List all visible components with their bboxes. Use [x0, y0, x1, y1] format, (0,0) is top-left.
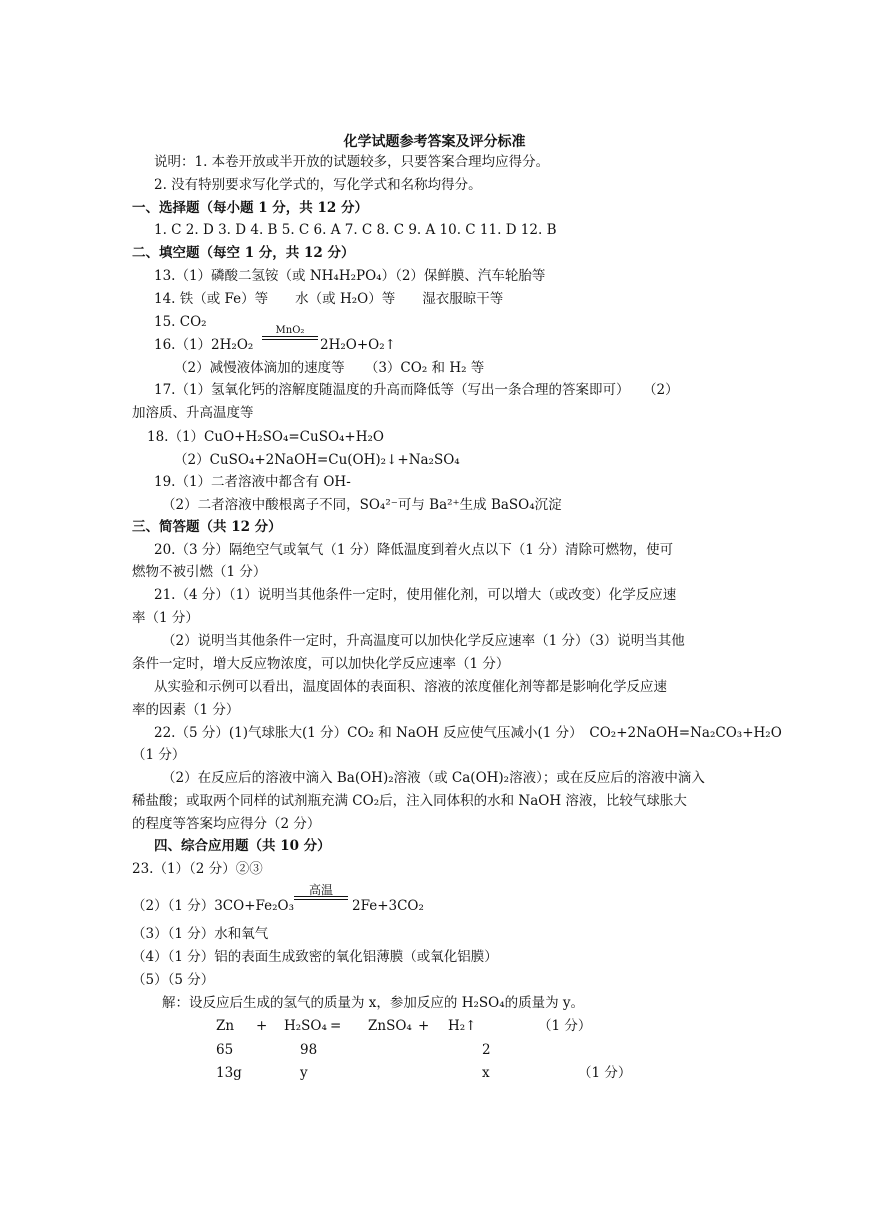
mass-h2: 2: [482, 1042, 491, 1058]
mass-h2so4: 98: [300, 1042, 318, 1058]
equation-znso4: ZnSO₄: [368, 1018, 412, 1034]
answer-16-1-right: 2H₂O+O₂↑: [320, 337, 396, 353]
given-x: x: [482, 1065, 490, 1081]
answer-22-line4: 稀盐酸；或取两个同样的试剂瓶充满 CO₂后，注入同体积的水和 NaOH 溶液，比较气球胀大: [132, 793, 687, 809]
answer-16-1-left: 16.（1）2H₂O₂: [154, 337, 254, 353]
answer-21-line4: 条件一定时，增大反应物浓度，可以加快化学反应速率（1 分）: [132, 656, 510, 672]
answer-15: 15. CO₂: [154, 314, 207, 330]
choice-answers: 1. C 2. D 3. D 4. B 5. C 6. A 7. C 8. C 9. A 10. C 11. D 12. B: [154, 222, 557, 238]
answer-21-line6: 率的因素（1 分）: [132, 702, 240, 718]
answer-22-line2: （1 分）: [132, 747, 186, 763]
given-y: y: [300, 1065, 308, 1081]
page-title: 化学试题参考答案及评分标准: [343, 134, 526, 150]
answer-21-line2: 率（1 分）: [132, 610, 199, 626]
answer-23-3: （3）（1 分）水和氧气: [132, 926, 269, 942]
answer-19-2: （2）二者溶液中酸根离子不同，SO₄²⁻可与 Ba²⁺生成 BaSO₄沉淀: [162, 497, 562, 513]
reaction-condition-arrow: [262, 325, 318, 340]
solution-setup: 解：设反应后生成的氢气的质量为 x，参加反应的 H₂SO₄的质量为 y。: [162, 995, 585, 1011]
answer-17-line2: 加溶质、升高温度等: [132, 405, 254, 421]
answer-22-line5: 的程度等答案均应得分（2 分）: [132, 816, 321, 832]
answer-19-1: 19.（1）二者溶液中都含有 OH-: [154, 474, 351, 490]
equation-plus-2: +: [418, 1018, 430, 1034]
catalyst-label: MnO₂: [275, 325, 305, 336]
answer-18-2: （2）CuSO₄+2NaOH=Cu(OH)₂↓+Na₂SO₄: [174, 452, 460, 468]
answer-21-line3: （2）说明当其他条件一定时，升高温度可以加快化学反应速率（1 分）（3）说明当其他: [162, 633, 685, 649]
section-fill-heading: 二、填空题（每空 1 分，共 12 分）: [132, 245, 355, 261]
equation-score: （1 分）: [538, 1018, 592, 1034]
high-temp-label: 高温: [308, 883, 333, 897]
answer-16-2: （2）减慢液体滴加的速度等 （3）CO₂ 和 H₂ 等: [174, 360, 485, 376]
equation-plus-1: +: [256, 1018, 268, 1034]
equation-equals: =: [330, 1018, 342, 1034]
note-2: 2. 没有特别要求写化学式的，写化学式和名称均得分。: [154, 177, 482, 193]
answer-23-5: （5）（5 分）: [132, 972, 215, 988]
section-short-heading: 三、简答题（共 12 分）: [132, 519, 282, 535]
answer-22-line3: （2）在反应后的溶液中滴入 Ba(OH)₂溶液（或 Ca(OH)₂溶液）；或在反应后的溶液中滴入: [162, 770, 705, 786]
answer-13: 13.（1）磷酸二氢铵（或 NH₄H₂PO₄）（2）保鲜膜、汽车轮胎等: [154, 268, 546, 284]
answer-21-line5: 从实验和示例可以看出，温度固体的表面积、溶液的浓度催化剂等都是影响化学反应速: [154, 679, 667, 695]
high-temp-arrow: [294, 885, 348, 900]
answer-17-line1: 17.（1）氢氧化钙的溶解度随温度的升高而降低等（写出一条合理的答案即可） （2）: [154, 382, 679, 398]
answer-23-2-right: 2Fe+3CO₂: [352, 898, 424, 914]
answer-14: 14. 铁（或 Fe）等 水（或 H₂O）等 湿衣服晾干等: [154, 291, 504, 307]
equation-h2: H₂↑: [448, 1018, 477, 1034]
note-1: 说明：1. 本卷开放或半开放的试题较多，只要答案合理均应得分。: [154, 154, 550, 170]
section-choice-heading: 一、选择题（每小题 1 分，共 12 分）: [132, 200, 368, 216]
equation-zn: Zn: [216, 1018, 235, 1034]
answer-23-1: 23.（1）（2 分）②③: [132, 861, 263, 877]
equation-h2so4: H₂SO₄: [284, 1018, 327, 1034]
equals-bar: [262, 336, 318, 340]
answer-20-line2: 燃物不被引燃（1 分）: [132, 564, 267, 580]
given-zn: 13g: [216, 1065, 242, 1081]
answer-23-4: （4）（1 分）铝的表面生成致密的氧化铝薄膜（或氧化铝膜）: [132, 949, 498, 965]
section-applied-heading: 四、综合应用题（共 10 分）: [154, 838, 331, 854]
mass-zn: 65: [216, 1042, 234, 1058]
answer-20-line1: 20.（3 分）隔绝空气或氧气（1 分）降低温度到着火点以下（1 分）清除可燃物，使可: [154, 542, 674, 558]
answer-18-1: 18.（1）CuO+H₂SO₄=CuSO₄+H₂O: [147, 429, 385, 445]
answer-23-2-left: （2）（1 分）3CO+Fe₂O₃: [132, 898, 295, 914]
answer-21-line1: 21.（4 分）（1）说明当其他条件一定时，使用催化剂，可以增大（或改变）化学反应速: [154, 587, 677, 603]
answer-22-line1: 22.（5 分）(1)气球胀大(1 分）CO₂ 和 NaOH 反应使气压减小(1 分） CO₂+2NaOH=Na₂CO₃+H₂O: [154, 725, 782, 741]
given-score: （1 分）: [578, 1065, 632, 1081]
